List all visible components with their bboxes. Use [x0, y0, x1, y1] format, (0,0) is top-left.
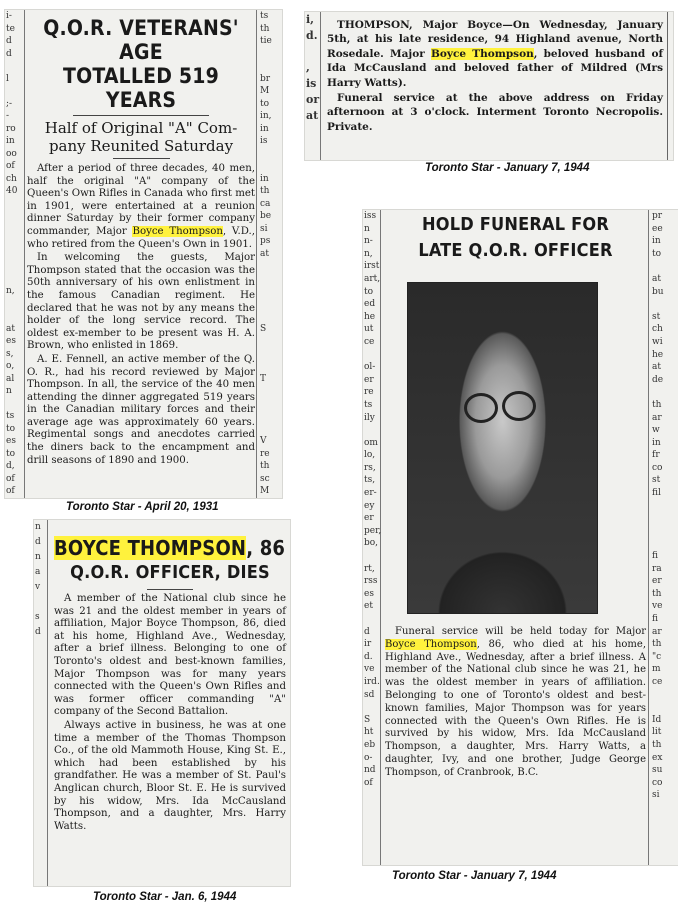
rule: [667, 12, 668, 160]
highlighted-name: BOYCE THOMPSON: [54, 536, 247, 560]
source-caption: Toronto Star - January 7, 1944: [425, 162, 590, 174]
clipping-funeral: [363, 210, 678, 865]
paragraph-1: After a period of three decades, 40 men, half the original "A" company of the Queen's Own Rifles in Canada who first met in 1901, were entertained at a reunion dinner Saturday by their former company commander, Major Boyce Thompson, V.D., who retired from the Queen's Own in 1901.: [27, 163, 255, 250]
adjacent-column-fragment-right: pr ee in to at bu st ch wi he at de th ar w in fr co st fil fi ra er th ve fi ar th "c m ce Id lit th ex su co si: [648, 210, 678, 865]
headline-line-1: HOLD FUNERAL FOR: [421, 214, 609, 235]
subheadline-line-2: pany Reunited Saturday: [48, 137, 234, 155]
clipping-officer-dies: [34, 520, 290, 886]
source-caption: Toronto Star - April 20, 1931: [66, 501, 219, 513]
clipping-veterans-age: [5, 10, 282, 498]
highlighted-name: Boyce Thompson: [385, 638, 477, 650]
headline-line-2: LATE Q.O.R. OFFICER: [418, 240, 613, 261]
adjacent-column-fragment-left: i- te d d l ;- - ro in oo of ch 40 n, at es s, o, al n ts to es to d, of of: [5, 10, 25, 498]
notice-paragraph-2: Funeral service at the above address on Friday afternoon at 3 o'clock. Interment Toronto Necropolis. Private.: [327, 92, 663, 133]
article-body: [27, 163, 255, 467]
notice-paragraph-1: THOMPSON, Major Boyce—On Wednesday, January 5th, at his late residence, 94 Highland avenue, North Rosedale. Major Boyce Thompson, beloved husband of Ida McCausland and beloved father of Mildred (Mrs Harry Watts).: [327, 19, 663, 89]
headline-line-1: BOYCE THOMPSON, 86: [54, 536, 286, 560]
source-caption: Toronto Star - January 7, 1944: [392, 870, 557, 882]
portrait-photo: [407, 282, 598, 614]
headline-line-2: Q.O.R. OFFICER, DIES: [70, 562, 270, 583]
eyeglasses-right: [502, 391, 536, 421]
adjacent-column-fragment-left: n d n a v s d: [34, 520, 48, 886]
paragraph-2: In welcoming the guests, Major Thompson stated that the occasion was the 50th anniversary of his own enlistment in the famous Canadian regiment. He declared that he was not by any means the holder of the long service record. The oldest ex-member to be present was H. A. Brown, who enlisted in 1869.: [27, 252, 255, 352]
rule: [113, 158, 170, 159]
headline-line-2: TOTALLED 519 YEARS: [63, 64, 219, 112]
adjacent-column-fragment-right: ts th tie br M to in, in is in th ca be si ps at S T V re th sc M: [256, 10, 282, 498]
rule: [147, 589, 193, 590]
highlighted-name: Boyce Thompson: [430, 47, 534, 60]
paragraph-2: Always active in business, he was at one time a member of the Thomas Thompson Co., of the old Mammoth House, King St. E., which had been established by his grandfather. He was a member of St. Paul's Anglican church, Bloor St. E. He is survived by his widow, Mrs. Ida McCausland Thompson, and a daughter, Mrs. Harry Watts.: [54, 719, 286, 832]
paragraph-1: Funeral service will be held today for Major Boyce Thompson, 86, who died at his home, Highland Ave., Wednesday, after a brief illness. A member of the National club since he was 21, he was the oldest member in years of affiliation. Belonging to one of Toronto's oldest and best-known families, Major Thompson was for years connected with the Queen's Own Rifles. He is survived by his widow, Mrs. Ida McCausland Thompson, a daughter, Mrs. Harry Watts, a daughter, Ivy, and one brother, Judge George Thompson, of Cranbrook, B.C.: [385, 626, 647, 778]
notice-body: [327, 18, 663, 135]
highlighted-name: Boyce Thompson: [132, 225, 223, 237]
eyeglasses-left: [464, 393, 498, 423]
headline-line-1: Q.O.R. VETERANS' AGE: [43, 16, 239, 64]
rule: [73, 115, 210, 116]
adjacent-column-fragment-left: iss n n- n, irst art, to ed he ut ce ol- er re ts ily om lo, rs, ts, er- ey er per, bo, rt, rss es et d ir d. ve ird. sd S ht eb o- nd of: [363, 210, 381, 865]
article-body: [54, 593, 286, 833]
paragraph-1: A member of the National club since he was 21 and the oldest member in years of affiliation, Major Boyce Thompson, 86, died at his home, Highland Ave., Wednesday, after a brief illness. Belonging to one of Toronto's oldest and best-known families, Major Thompson was for many years connected with the Queen's Own Rifles and was former officer commanding "A" company of the Second Battalion.: [54, 593, 286, 718]
paragraph-3: A. E. Fennell, an active member of the Q. O. R., had his record reviewed by Major Thompson. In all, the service of the 40 men attending the dinner aggregated 519 years in the Canadian military forces and their average age was approximately 60 years. Regimental songs and anecdotes carried the diners back to the encampment and drill seasons of 1890 and 1900.: [27, 353, 255, 466]
clipping-death-notice: [305, 12, 673, 160]
source-caption: Toronto Star - Jan. 6, 1944: [93, 891, 237, 903]
subheadline-line-1: Half of Original "A" Com-: [44, 119, 238, 137]
article-body: [385, 626, 646, 781]
adjacent-column-fragment-left: i, d. , is or at: [305, 12, 321, 160]
